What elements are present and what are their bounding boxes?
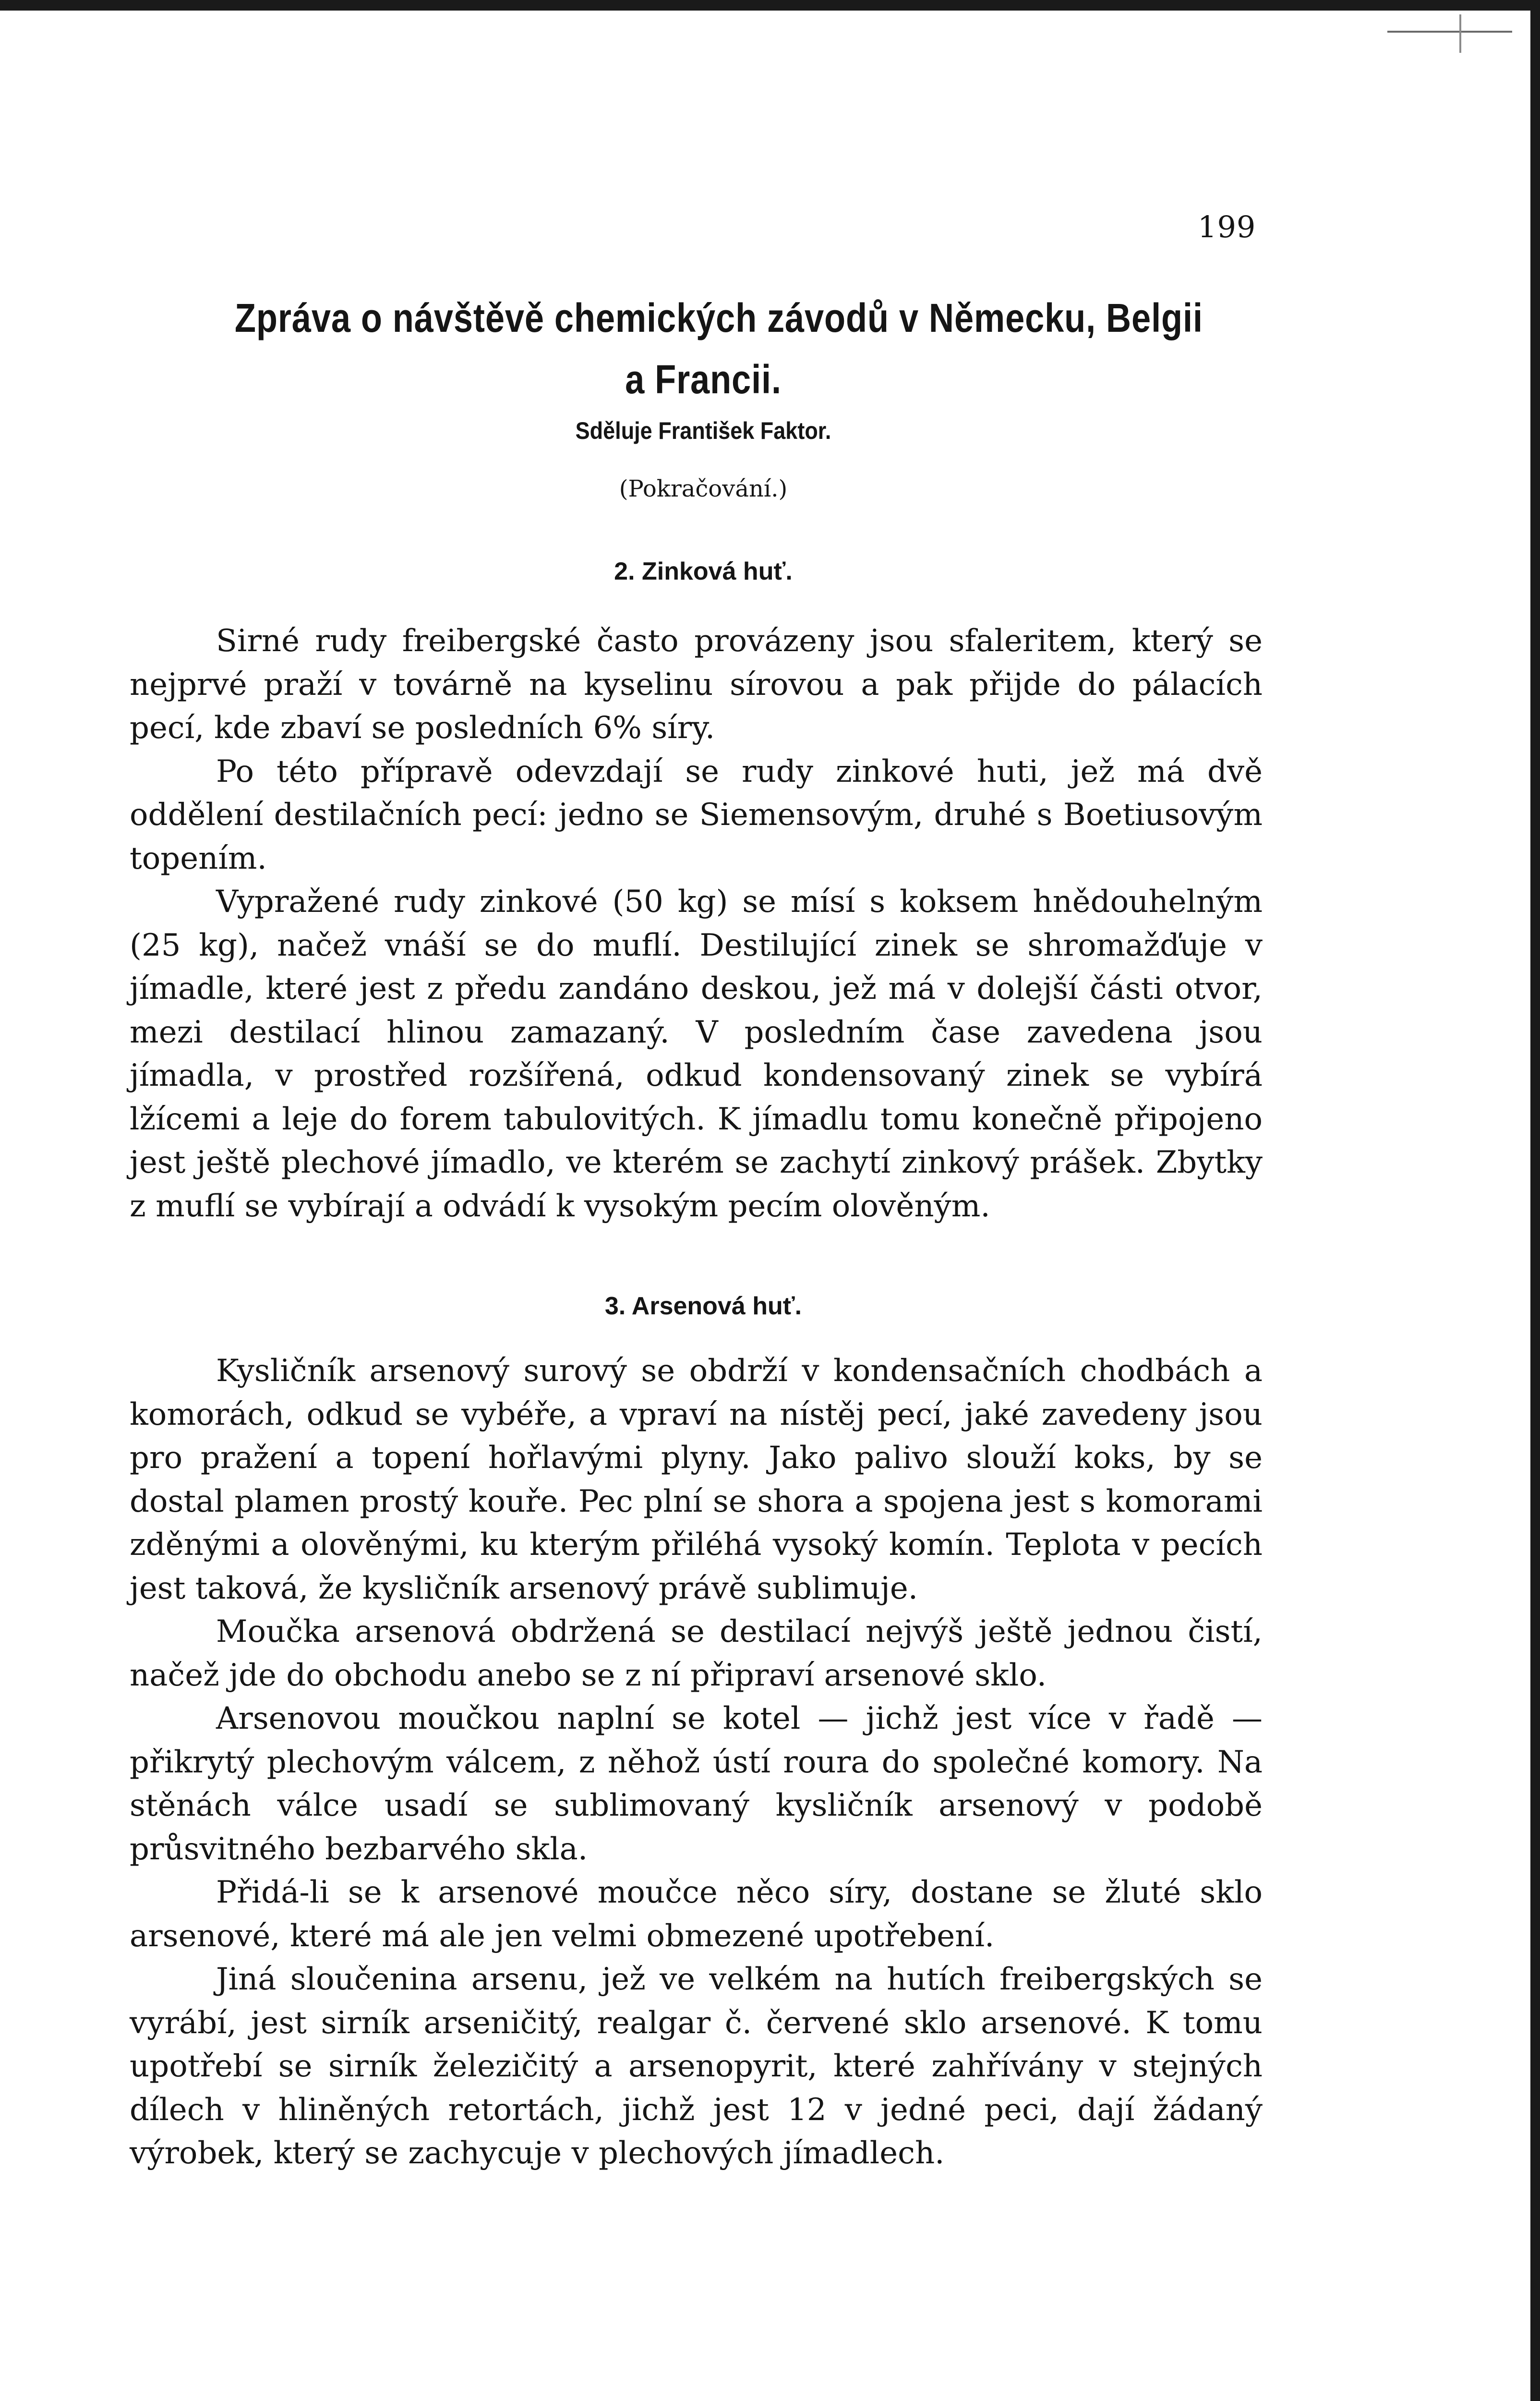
section-body — [130, 619, 1263, 1228]
crop-mark — [1387, 31, 1512, 33]
paragraph: Moučka arsenová obdržená se destilací nejvýš ještě jednou čistí, načež jde do obchodu anebo se z ní připraví arsenové sklo. — [130, 1614, 1263, 1693]
article-title-line: Zpráva o návštěvě chemických závodů v Německu, Belgii — [234, 295, 1203, 340]
section-body — [130, 1349, 1263, 2175]
page-number: 199 — [1198, 209, 1256, 244]
scan-edge-top — [0, 0, 1540, 11]
article-title — [234, 287, 1203, 410]
paragraph: Sirné rudy freibergské často provázeny jsou sfaleritem, který se nejprvé praží v továrně na kyselinu sírovou a pak přijde do pálacích pecí, kde zbaví se posledních 6% síry. — [130, 623, 1263, 746]
paragraph: Vypražené rudy zinkové (50 kg) se mísí s koksem hnědouhelným (25 kg), načež vnáší se do muflí. Destilující zinek se shromažďuje v jímadle, které jest z předu zandáno deskou, jež má v dolejší části otvor, mezi destilací hlinou zamazaný. V posledním čase zavedena jsou jímadla, v prostřed rozšířená, odkud kondensovaný zinek se vybírá lžícemi a leje do forem tabulovitých. K jímadlu tomu konečně připojeno jest ještě plechové jímadlo, ve kterém se zachytí zinkový prášek. Zbytky z muflí se vybírají a odvádí k vysokým pecím olověným. — [130, 884, 1263, 1224]
crop-mark — [1459, 14, 1461, 53]
section-heading: 3. Arsenová huť. — [604, 1292, 802, 1320]
paragraph: Arsenovou moučkou naplní se kotel — jichž jest více v řadě — přikrytý plechovým válcem, z něhož ústí roura do společné komory. Na stěnách válce usadí se sublimovaný kysličník arsenový v podobě průsvitného bezbarvého skla. — [130, 1701, 1263, 1867]
paragraph: Jiná sloučenina arsenu, jež ve velkém na hutích freibergských se vyrábí, jest sirník arseničitý, realgar č. červené sklo arsenové. K tomu upotřebí se sirník železičitý a arsenopyrit, které zahřívány v stejných dílech v hliněných retortách, jichž jest 12 v jedné peci, dají žádaný výrobek, který se zachycuje v plechových jímadlech. — [130, 1962, 1263, 2171]
continuation-note: (Pokračování.) — [619, 475, 788, 502]
section-heading: 2. Zinková huť. — [614, 558, 793, 585]
author-byline: Sděluje František Faktor. — [575, 417, 831, 444]
paragraph: Kysličník arsenový surový se obdrží v kondensačních chodbách a komorách, odkud se vybéře, a vpraví na nístěj pecí, jaké zavedeny jsou pro pražení a topení hořlavými plyny. Jako palivo slouží koks, by se dostal plamen prostý kouře. Pec plní se shora a spojena jest s komorami zděnými a olověnými, ku kterým přiléhá vysoký komín. Teplota v pecích jest taková, že kysličník arsenový právě sublimuje. — [130, 1353, 1263, 1606]
paragraph: Přidá-li se k arsenové moučce něco síry, dostane se žluté sklo arsenové, které má ale jen velmi obmezené upotřebení. — [130, 1875, 1263, 1954]
scan-edge-right — [1530, 0, 1540, 2401]
paragraph: Po této přípravě odevzdají se rudy zinkové huti, jež má dvě oddělení destilačních pecí: jedno se Siemensovým, druhé s Boetiusovým topením. — [130, 753, 1263, 876]
article-title-line: a Francii. — [625, 357, 782, 402]
